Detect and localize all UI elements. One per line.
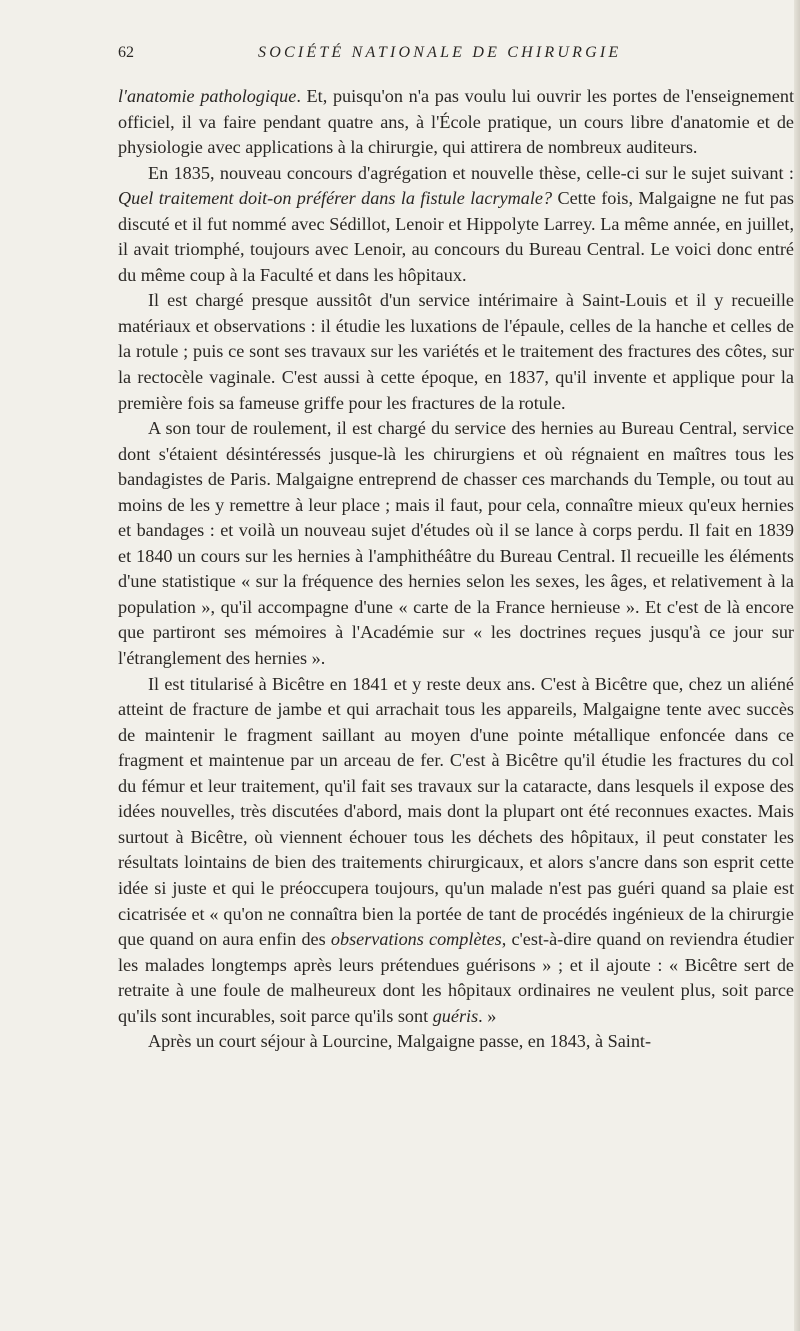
italic-text: l'anatomie pathologique (118, 86, 297, 106)
italic-text: Quel traitement doit-on préférer dans la fistule lacrymale? (118, 188, 553, 209)
text-run: . » (478, 1005, 497, 1026)
text-run: Cette fois, Malgaigne ne fut pas discuté et il fut nommé avec Sédillot, Lenoir et Hippolyte Larrey. La même année, en juillet, il avait triomphé, toujours avec Lenoir, au concours du Bureau Central. Le voici donc entré du même coup à la Faculté et dans les hôpitaux. (118, 188, 794, 285)
body-text (118, 84, 794, 1055)
text-run: , c'est-à-dire quand on reviendra étudier les malades longtemps après leurs prétendues guérisons » ; et il ajoute : « Bicêtre sert de retraite à une foule de malheureux dont les hôpitaux ordinaires ne veulent plus, soit parce qu'ils sont incurables, soit parce qu'ils sont (118, 929, 794, 1026)
italic-text: observations complètes (330, 929, 502, 950)
text-run: Il est chargé presque aussitôt d'un service intérimaire à Saint-Louis et il y recueille matériaux et observations : il étudie les luxations de l'épaule, celles de la hanche et celles de la rotule ; puis ce sont ses travaux sur les variétés et le traitement des fractures des côtes, sur la rectocèle vaginale. C'est aussi à cette époque, en 1837, qu'il invente et applique pour la première fois sa fameuse griffe pour les fractures de la rotule. (118, 290, 794, 413)
paragraph (118, 416, 794, 671)
page-edge-shadow (794, 0, 800, 1331)
paragraph (118, 672, 794, 1030)
text-run: Après un court séjour à Lourcine, Malgaigne passe, en 1843, à Saint- (148, 1031, 652, 1052)
italic-text: guéris (432, 1005, 479, 1026)
paragraph (118, 1029, 794, 1055)
page-number: 62 (118, 44, 134, 61)
text-run: Il est titularisé à Bicêtre en 1841 et y reste deux ans. C'est à Bicêtre que, chez un aliéné atteint de fracture de jambe et qui arrachait tous les appareils, Malgaigne tente avec succès de maintenir le fragment saillant au moyen d'une pointe métallique enfoncée dans ce fragment et maintenue par un arceau de fer. C'est à Bicêtre qu'il étudie les fractures du col du fémur et leur traitement, qu'il fait ses travaux sur la cataracte, dans lesquels il expose des idées nouvelles, très discutées d'abord, mais dont la plupart ont été reconnues exactes. Mais surtout à Bicêtre, où viennent échouer tous les déchets des hôpitaux, il peut constater les résultats lointains de bien des traitements chirurgicaux, et alors s'ancre dans son esprit cette idée si juste et qui le préoccupera toujours, qu'un malade n'est pas guéri quand sa plaie est cicatrisée et « qu'on ne connaîtra bien la portée de tant de procédés ingénieux de la chirurgie que quand on aura enfin des (118, 673, 794, 950)
paragraph (118, 84, 794, 161)
running-head: SOCIÉTÉ NATIONALE DE CHIRURGIE (258, 44, 622, 61)
text-run: A son tour de roulement, il est chargé du service des hernies au Bureau Central, service dont s'étaient désintéressés jusque-là les chirurgiens et où régnaient en maîtres tous les bandagistes de Paris. Malgaigne entreprend de chasser ces marchands du Temple, ou tout au moins de les y remettre à leur place ; mais il faut, pour cela, connaître mieux qu'eux hernies et bandages : et voilà un nouveau sujet d'études où il se lance à corps perdu. Il fait en 1839 et 1840 un cours sur les hernies à l'amphithéâtre du Bureau Central. Il recueille les éléments d'une statistique « sur la fréquence des hernies selon les sexes, les âges, et relativement à la population », qu'il accompagne d'une « carte de la France hernieuse ». Et c'est de là encore que partiront ses mémoires à l'Académie sur « les doctrines reçues jusqu'à ce jour sur l'étranglement des hernies ». (118, 418, 794, 669)
paragraph (118, 161, 794, 289)
text-run: . Et, puisqu'on n'a pas voulu lui ouvrir les portes de l'enseignement officiel, il va faire pendant quatre ans, à l'École pratique, un cours libre d'anatomie et de physiologie avec applications à la chirurgie, qui attirera de nombreux auditeurs. (118, 86, 794, 158)
text-run: En 1835, nouveau concours d'agrégation et nouvelle thèse, celle-ci sur le sujet suivant : (148, 162, 794, 183)
paragraph (118, 288, 794, 416)
page-header (118, 44, 794, 68)
